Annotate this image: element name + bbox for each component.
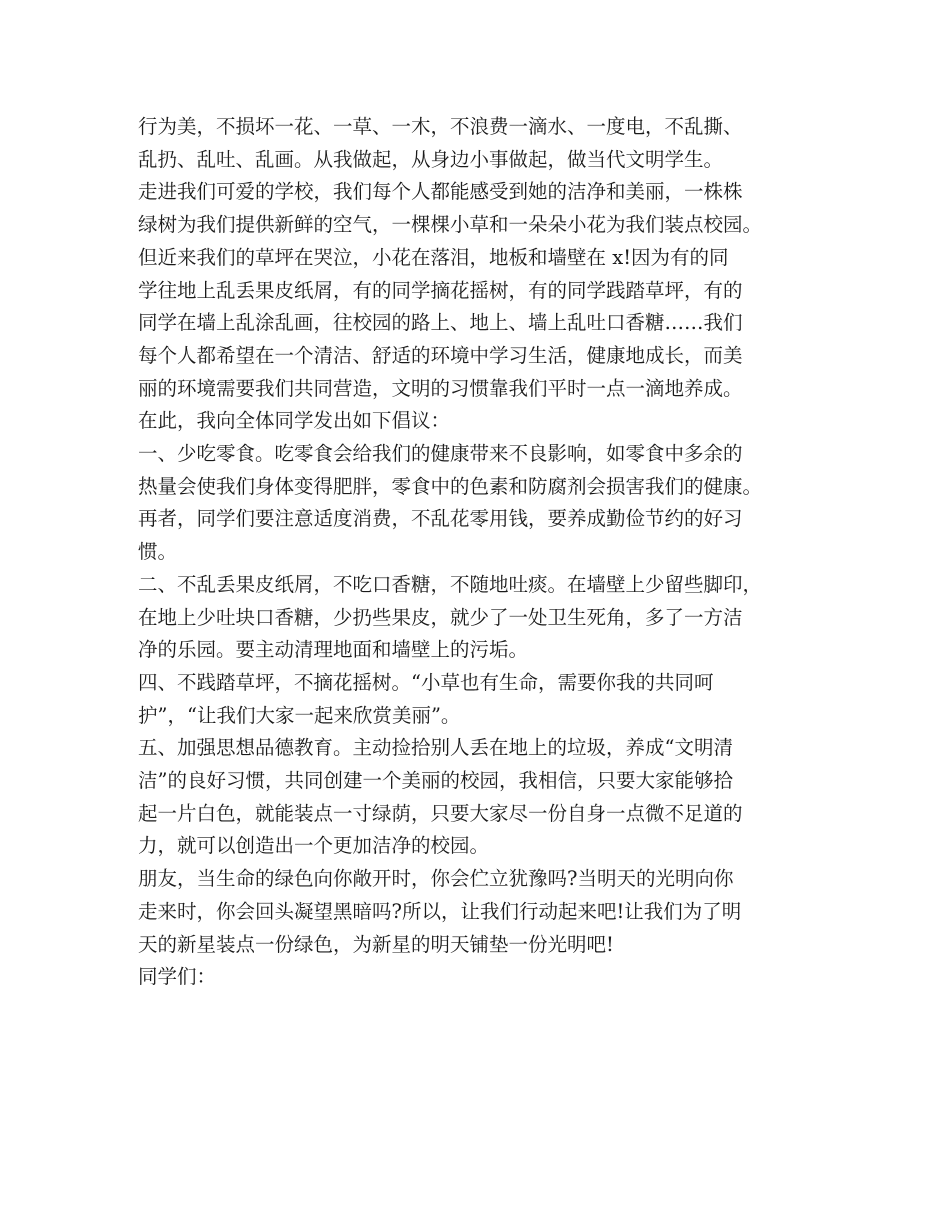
paragraph-7: 五、加强思想品德教育。主动捡拾别人丢在地上的垃圾，养成“文明清 洁”的良好习惯，共同创建一个美丽的校园，我相信，只要大家能够拾 起一片白色，就能装点一寸绿荫，只要大家尽一份自身一点微不足道的 力，就可以创造出一个更加洁净的校园。 (138, 736, 743, 858)
paragraph-3: 在此，我向全体同学发出如下倡议： (138, 409, 451, 433)
paragraph-5: 二、不乱丢果皮纸屑，不吃口香糖，不随地吐痰。在墙壁上少留些脚印， 在地上少吐块口香糖，少扔些果皮，就少了一处卫生死角，多了一方洁 净的乐园。要主动清理地面和墙壁上的污垢。 (138, 572, 763, 662)
paragraph-2: 走进我们可爱的学校，我们每个人都能感受到她的洁净和美丽，一株株 绿树为我们提供新鲜的空气，一棵棵小草和一朵朵小花为我们装点校园。 但近来我们的草坪在哭泣，小花在落泪，地板和墙壁在 x!因为有的同 学往地上乱丢果皮纸屑，有的同学摘花摇树，有的同学践踏草坪，有的 同学在墙上乱涂乱画，往校园的路上、地上、墙上乱吐口香糖……我们 每个人都希望在一个清洁、舒适的环境中学习生活，健康地成长，而美 丽的环境需要我们共同营造，文明的习惯靠我们平时一点一滴地养成。 (138, 180, 763, 400)
paragraph-8: 朋友，当生命的绿色向你敞开时，你会伫立犹豫吗?当明天的光明向你 走来时，你会回头凝望黑暗吗?所以，让我们行动起来吧!让我们为了明 天的新星装点一份绿色，为新星的明天铺垫一份光明吧! (138, 867, 742, 956)
paragraph-9: 同学们： (138, 965, 217, 989)
paragraph-4: 一、少吃零食。吃零食会给我们的健康带来不良影响，如零食中多余的 热量会使我们身体变得肥胖，零食中的色素和防腐剂会损害我们的健康。 再者，同学们要注意适度消费，不乱花零用钱，要养成勤俭节约的好习 惯。 (138, 442, 763, 564)
document-body (138, 111, 828, 994)
paragraph-1: 行为美，不损坏一花、一草、一木，不浪费一滴水、一度电，不乱撕、 乱扔、乱吐、乱画。从我做起，从身边小事做起，做当代文明学生。 (138, 115, 743, 171)
paragraph-6: 四、不践踏草坪，不摘花摇树。“小草也有生命，需要你我的共同呵 护”，“让我们大家一起来欣赏美丽”。 (138, 670, 714, 727)
